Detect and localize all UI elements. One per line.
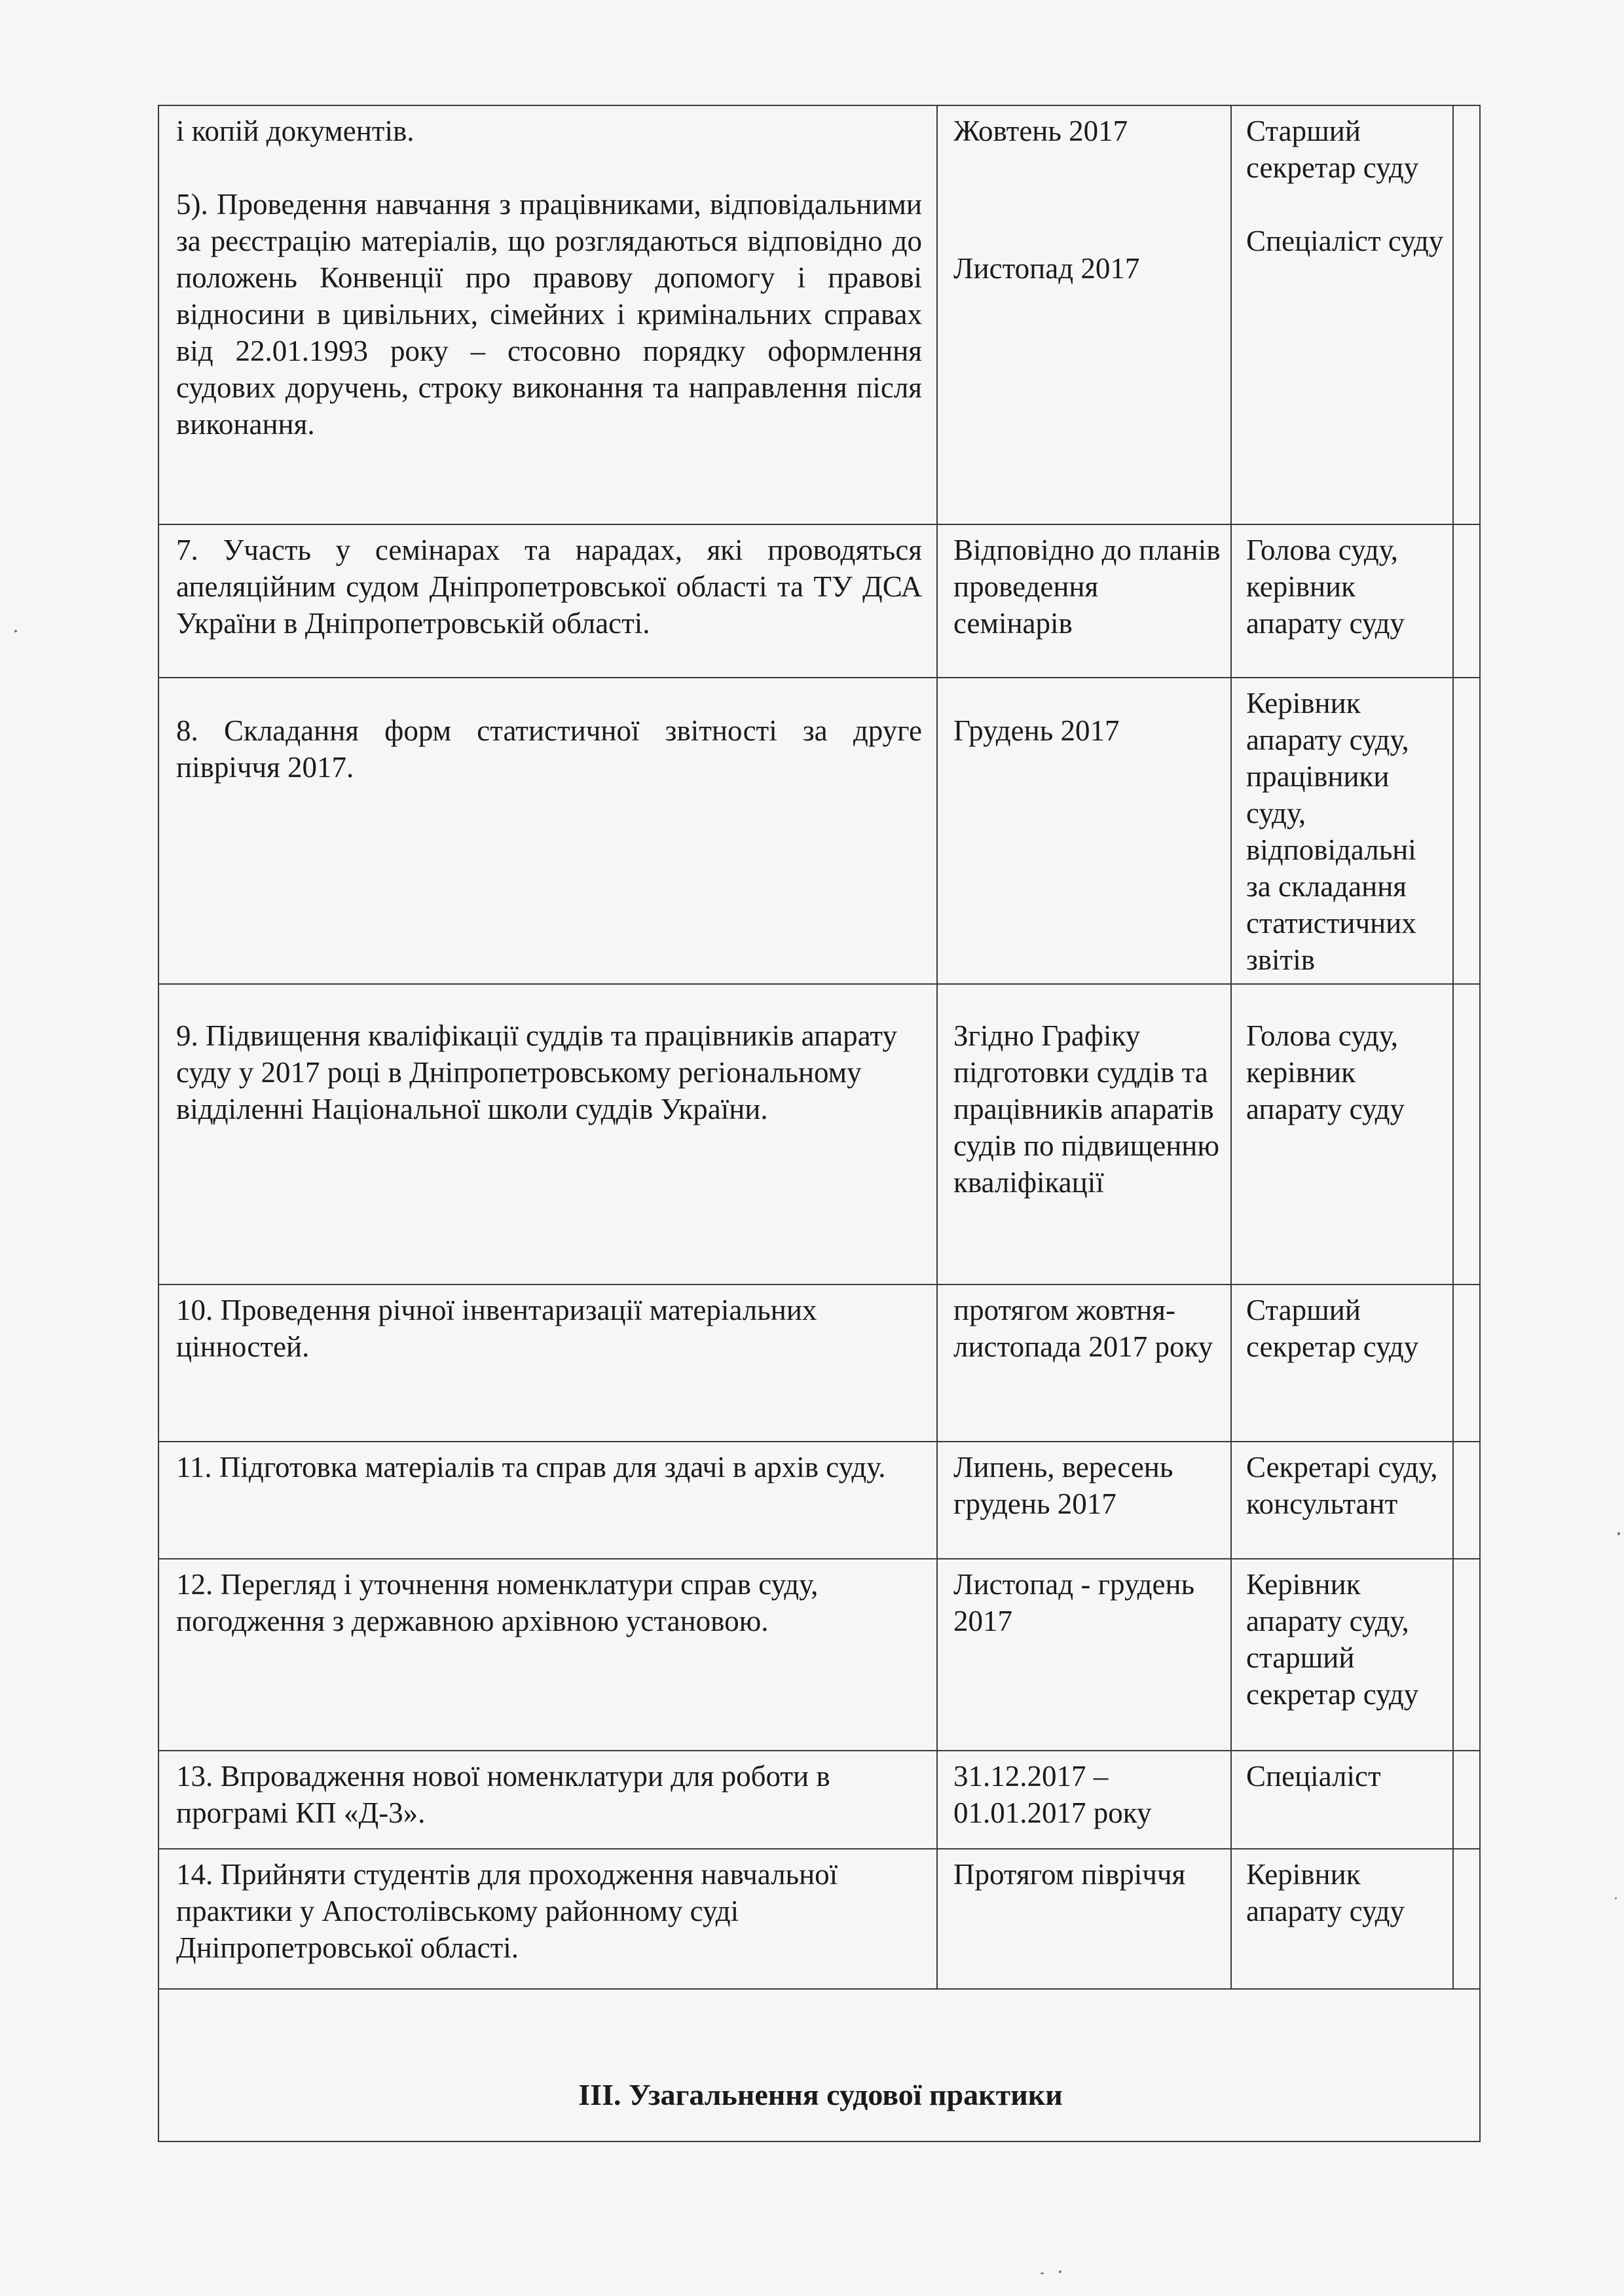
- term-cell: [937, 678, 1231, 984]
- table-row: [158, 524, 1480, 678]
- mark-cell: [1453, 1285, 1480, 1442]
- scan-speck: [14, 630, 17, 632]
- mark-cell: [1453, 105, 1480, 524]
- table-row: [158, 984, 1480, 1285]
- term-text: Листопад 2017: [953, 252, 1140, 285]
- table-row: [158, 1559, 1480, 1751]
- event-text: 9. Підвищення кваліфікації суддів та працівників апарату суду у 2017 році в Дніпропетровському регіональному відділенні Національної школи суддів України.: [176, 1019, 897, 1125]
- scan-speck: [1617, 1532, 1620, 1535]
- section-heading: ІІІ. Узагальнення судової практики: [158, 1989, 1480, 2141]
- event-cell: [158, 984, 937, 1285]
- term-cell: протягом жовтня-листопада 2017 року: [937, 1285, 1231, 1442]
- scan-speck: [1059, 2270, 1061, 2273]
- event-cell: 14. Прийняти студентів для проходження навчальної практики у Апостолівському районному суді Дніпропетровської області.: [158, 1849, 937, 1989]
- event-cell: 12. Перегляд і уточнення номенклатури справ суду, погодження з державною архівною установою.: [158, 1559, 937, 1751]
- table-row: [158, 1849, 1480, 1989]
- table-row: [158, 678, 1480, 984]
- event-text: 8. Складання форм статистичної звітності за друге півріччя 2017.: [176, 714, 922, 784]
- responsible-text: Старший секретар суду: [1246, 115, 1419, 184]
- event-cell: 7. Участь у семінарах та нарадах, які проводяться апеляційним судом Дніпропетровської області та ТУ ДСА України в Дніпропетровській області.: [158, 524, 937, 678]
- mark-cell: [1453, 1442, 1480, 1559]
- term-text: Жовтень 2017: [953, 115, 1128, 147]
- table-row: [158, 1751, 1480, 1849]
- responsible-cell: Голова суду, керівник апарату суду: [1231, 524, 1453, 678]
- responsible-cell: Секретарі суду, консультант: [1231, 1442, 1453, 1559]
- event-text: і копій документів.: [176, 115, 415, 147]
- term-cell: [937, 984, 1231, 1285]
- mark-cell: [1453, 1751, 1480, 1849]
- responsible-cell: Керівник апарату суду, старший секретар суду: [1231, 1559, 1453, 1751]
- section-row: [158, 1989, 1480, 2141]
- responsible-text: Спеціаліст суду: [1246, 225, 1444, 257]
- table-row: [158, 1285, 1480, 1442]
- responsible-cell: Керівник апарату суду, працівники суду, відповідальні за складання статистичних звітів: [1231, 678, 1453, 984]
- event-cell: [158, 105, 937, 524]
- term-cell: Протягом півріччя: [937, 1849, 1231, 1989]
- event-text: 5). Проведення навчання з працівниками, відповідальними за реєстрацію матеріалів, що розглядаються відповідно до положень Конвенції про правову допомогу і правові відносини в цивільних, сімейних і кримінальних справах від 22.01.1993 року – стосовно порядку оформлення судових доручень, строку виконання та направлення після виконання.: [176, 188, 922, 441]
- term-cell: Листопад - грудень 2017: [937, 1559, 1231, 1751]
- event-cell: 10. Проведення річної інвентаризації матеріальних цінностей.: [158, 1285, 937, 1442]
- event-cell: [158, 678, 937, 984]
- responsible-cell: Керівник апарату суду: [1231, 1849, 1453, 1989]
- term-cell: Відповідно до планів проведення семінарів: [937, 524, 1231, 678]
- mark-cell: [1453, 984, 1480, 1285]
- mark-cell: [1453, 1559, 1480, 1751]
- scan-speck: [1041, 2272, 1044, 2274]
- work-plan-table: [158, 105, 1481, 2142]
- responsible-cell: Спеціаліст: [1231, 1751, 1453, 1849]
- term-cell: Липень, вересень грудень 2017: [937, 1442, 1231, 1559]
- event-cell: 11. Підготовка матеріалів та справ для здачі в архів суду.: [158, 1442, 937, 1559]
- term-cell: [937, 105, 1231, 524]
- term-cell: 31.12.2017 – 01.01.2017 року: [937, 1751, 1231, 1849]
- mark-cell: [1453, 678, 1480, 984]
- scan-speck: [1615, 1897, 1617, 1899]
- responsible-cell: Старший секретар суду: [1231, 1285, 1453, 1442]
- table-row: [158, 105, 1480, 524]
- mark-cell: [1453, 1849, 1480, 1989]
- term-text: Згідно Графіку підготовки суддів та працівників апаратів судів по підвищенню кваліфікації: [953, 1019, 1219, 1199]
- responsible-cell: [1231, 984, 1453, 1285]
- mark-cell: [1453, 524, 1480, 678]
- responsible-cell: [1231, 105, 1453, 524]
- event-cell: 13. Впровадження нової номенклатури для роботи в програмі КП «Д-3».: [158, 1751, 937, 1849]
- term-text: Грудень 2017: [953, 714, 1120, 747]
- responsible-text: Голова суду, керівник апарату суду: [1246, 1019, 1405, 1125]
- table-row: [158, 1442, 1480, 1559]
